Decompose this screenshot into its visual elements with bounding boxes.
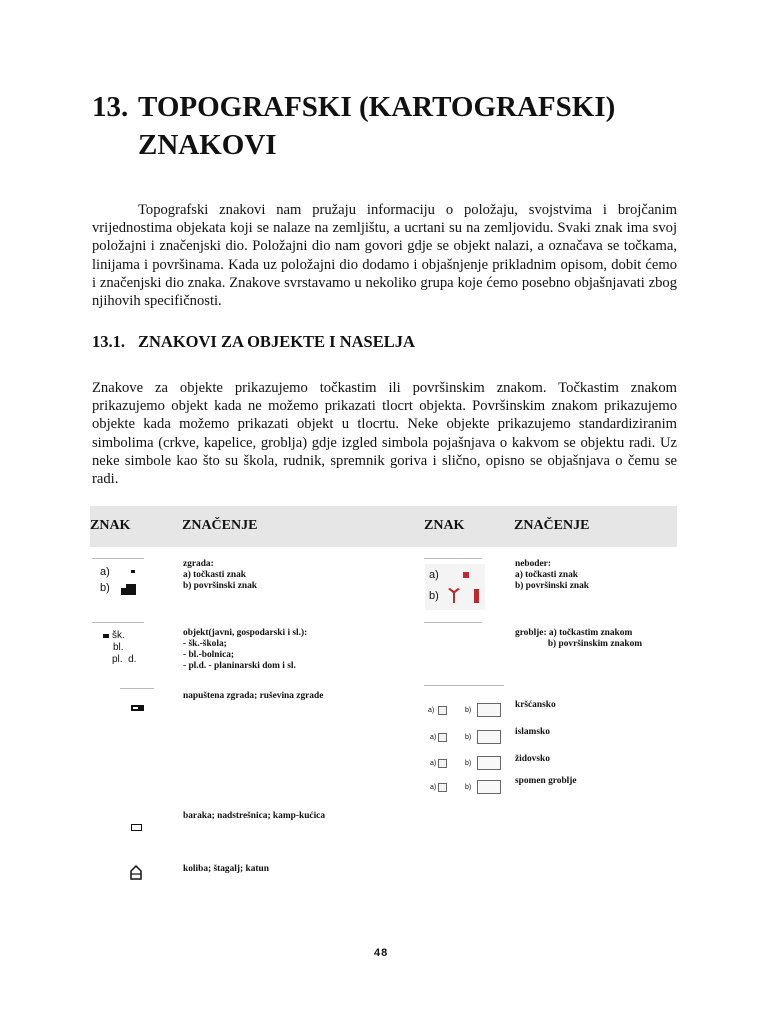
symbol-label-b: b) [100, 582, 110, 594]
small-building-icon [103, 634, 109, 638]
title-line-1: TOPOGRAFSKI (KARTOGRAFSKI) [138, 91, 616, 123]
symbol-label-b: b) [429, 590, 439, 602]
row-separator [424, 685, 504, 686]
area-skyscraper-icon [447, 588, 461, 604]
chapter-number: 13. [92, 91, 129, 123]
abbr-mountain-lodge: pl. d. [112, 654, 137, 665]
abbr-hospital: bl. [113, 642, 124, 653]
meaning-spomen-groblje: spomen groblje [515, 776, 577, 786]
header-znacenje-left: ZNAČENJE [182, 518, 258, 533]
row-separator [424, 558, 482, 559]
meaning-koliba: koliba; štagalj; katun [183, 864, 269, 874]
meaning-krscansko: kršćansko [515, 700, 556, 710]
meaning-napustena: napuštena zgrada; ruševina zgrade [183, 691, 324, 701]
row-separator [92, 558, 144, 559]
meaning-groblje: groblje: a) točkastim znakom b) površinskim znakom [515, 628, 643, 649]
header-znak-right: ZNAK [424, 518, 465, 533]
page-title [92, 88, 712, 164]
symbol-label-a: a) [100, 566, 110, 578]
header-znacenje-right: ZNAČENJE [514, 518, 590, 533]
section-title: ZNAKOVI ZA OBJEKTE I NASELJA [138, 332, 415, 351]
title-line-2: ZNAKOVI [138, 129, 277, 161]
row-separator [92, 622, 144, 623]
meaning-neboder: neboder: a) točkasti znak b) površinski znak [515, 559, 589, 591]
intro-paragraph: Topografski znakovi nam pružaju informaciju o položaju, svojstvima i brojčanim vrijednostima objekata koji se nalaze na zemljištu, a ucrtani su na zemljovidu. Svaki znak ima svoj položajni i značenjski dio. Položajni dio nam govori gdje se objekt nalazi, a označava se točkama, linijama i površinama. Kada uz položajni dio dodamo i objašnjenje prikladnim opisom, dobit ćemo i značenjski dio znaka. Znakove svrstavamo u nekoliko grupa koje ćemo posebno objašnjavati zbog njihovih specifičnosti. [92, 202, 677, 310]
point-building-icon [131, 570, 135, 573]
abbr-school: šk. [112, 630, 125, 641]
meaning-islamsko: islamsko [515, 727, 550, 737]
area-skyscraper-icon-2 [474, 589, 479, 603]
section-number: 13.1. [92, 332, 125, 351]
meaning-objekt: objekt(javni, gospodarski i sl.): - šk.-škola; - bl.-bolnica; - pl.d. - planinarski dom i sl. [183, 628, 308, 671]
section-heading [92, 332, 415, 352]
barrack-icon [131, 824, 142, 831]
meaning-baraka: baraka; nadstrešnica; kamp-kućica [183, 811, 326, 821]
row-separator [120, 688, 154, 689]
header-znak-left: ZNAK [90, 518, 131, 533]
meaning-zgrada: zgrada: a) točkasti znak b) površinski znak [183, 559, 257, 591]
page-number: 48 [374, 947, 389, 959]
row-separator [424, 622, 482, 623]
point-skyscraper-icon [463, 572, 469, 578]
section-paragraph: Znakove za objekte prikazujemo točkastim ili površinskim znakom. Točkastim znakom prikazujemo objekt kada ne možemo prikazati tlocrt objekta. Površinskim znakom prikazujemo objekte kada možemo prikazati objekt u tlocrtu. Neke objekte prikazujemo standardiziranim simbolima (crkve, kapelice, groblja) gdje izgled simbola pojašnjava o kakvom se objektu radi. Uz neke simbole kao što su škola, rudnik, spremnik goriva i slično, opisno se objašnjava o čemu se radi. [92, 380, 677, 488]
table-header [90, 506, 677, 547]
symbol-label-a: a) [429, 569, 439, 581]
meaning-zidovsko: židovsko [515, 754, 550, 764]
